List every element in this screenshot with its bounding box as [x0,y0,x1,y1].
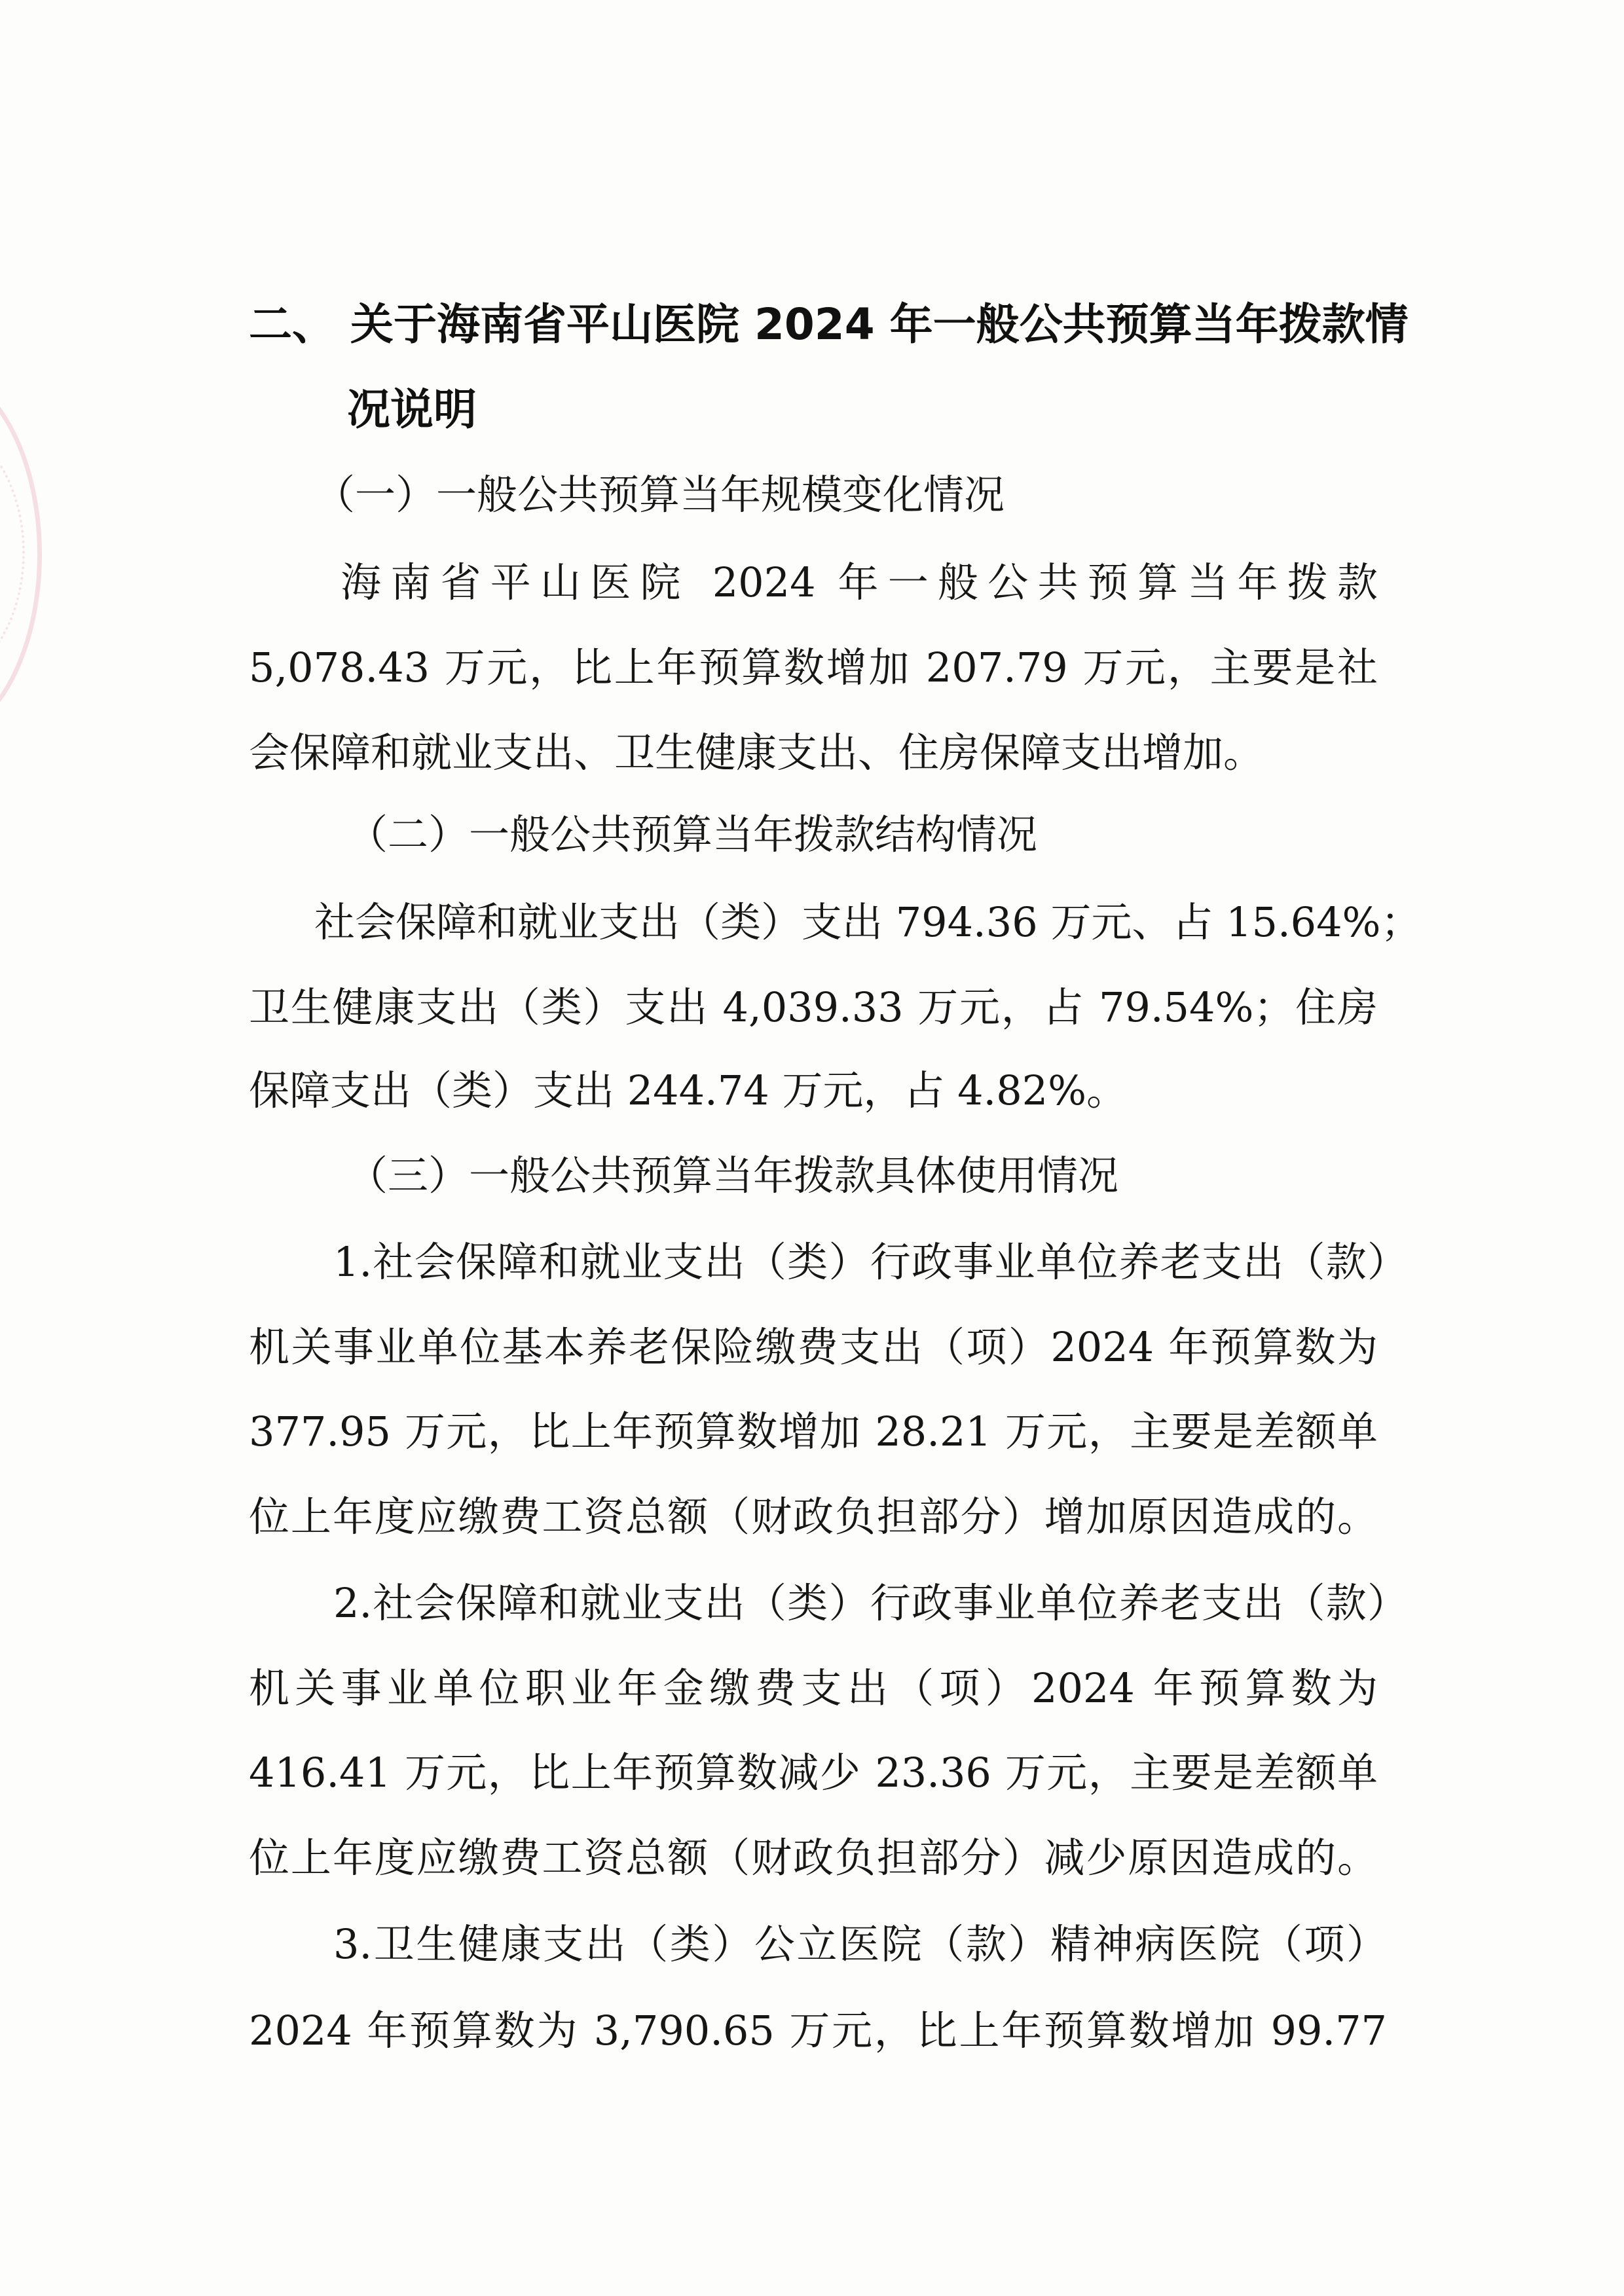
paragraph-line: 2.社会保障和就业支出（类）行政事业单位养老支出（款） [333,1579,1408,1627]
subsection-title: （三）一般公共预算当年拨款具体使用情况 [347,1152,1119,1199]
paragraph-line: 416.41 万元，比上年预算数减少 23.36 万元，主要是差额单 [249,1749,1378,1796]
paragraph-line: 3.卫生健康支出（类）公立医院（款）精神病医院（项） [333,1920,1387,1968]
paragraph-line: 377.95 万元，比上年预算数增加 28.21 万元，主要是差额单 [249,1408,1378,1455]
paragraph-line: 2024 年预算数为 3,790.65 万元，比上年预算数增加 99.77 [249,2007,1387,2054]
section-heading-line-2: 况说明 [347,384,477,435]
paragraph-line: 机关事业单位基本养老保险缴费支出（项）2024 年预算数为 [249,1323,1378,1371]
paragraph-line: 机关事业单位职业年金缴费支出（项）2024 年预算数为 [249,1664,1378,1712]
paragraph-line: 海南省平山医院 2024 年一般公共预算当年拨款 [341,558,1378,606]
section-heading-line-1: 二、 关于海南省平山医院 2024 年一般公共预算当年拨款情 [249,299,1409,350]
paragraph-line: 保障支出（类）支出 244.74 万元，占 4.82%。 [249,1066,1128,1114]
paragraph-line: 会保障和就业支出、卫生健康支出、住房保障支出增加。 [249,729,1264,776]
subsection-title: （一）一般公共预算当年规模变化情况 [314,471,1005,519]
paragraph-line: 位上年度应缴费工资总额（财政负担部分）增加原因造成的。 [249,1493,1378,1540]
subsection-title: （二）一般公共预算当年拨款结构情况 [347,811,1038,858]
paragraph-line: 1.社会保障和就业支出（类）行政事业单位养老支出（款） [333,1238,1408,1286]
paragraph-line: 5,078.43 万元，比上年预算数增加 207.79 万元，主要是社 [249,644,1378,691]
paragraph-line: 社会保障和就业支出（类）支出 794.36 万元、占 15.64%； [314,898,1422,946]
paragraph-line: 位上年度应缴费工资总额（财政负担部分）减少原因造成的。 [249,1834,1378,1882]
paragraph-line: 卫生健康支出（类）支出 4,039.33 万元，占 79.54%；住房 [249,983,1378,1031]
